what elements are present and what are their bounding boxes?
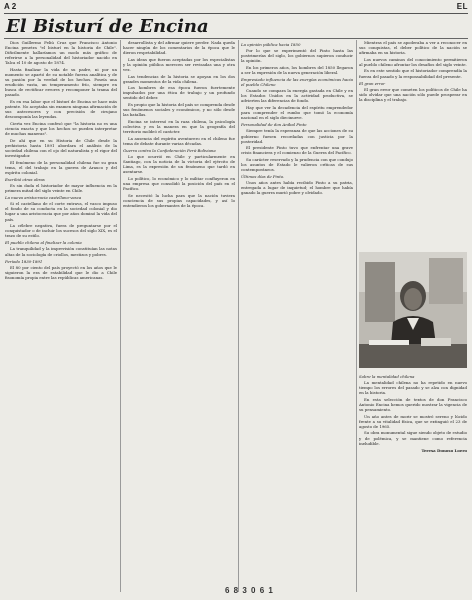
article-paragraph: Siempre tenía la esperanza de que las acciones de su gobierno fuesen recordadas con justicia por la posteridad. xyxy=(241,128,353,144)
column-divider xyxy=(238,40,239,592)
section-subheading: Personalidad de don Aníbal Pinto xyxy=(241,122,307,128)
article-paragraph: Lo político, lo económico y lo militar confluyeron en una empresa que consolidó la posición del país en el Pacífico. xyxy=(123,175,235,191)
section-subheading: La nueva aristocracia castellano-vasca xyxy=(5,195,82,201)
column-divider xyxy=(120,40,121,592)
article-paragraph: Hay que ver la decadencia del espíritu emprendedor para comprender el rumbo que tomó la economía nacional en el siglo diecinueve. xyxy=(241,105,353,121)
section-subheading: El gran error xyxy=(359,80,385,86)
article-paragraph: El 80 por ciento del país proyectó en los años que le siguieron la era de estabilidad que le dio a Chile fisonomía propia entre las repúblicas americanas. xyxy=(5,264,117,280)
section-subheading: Período 1830-1891 xyxy=(5,258,43,264)
article-paragraph: Es propio que la historia del país se comprenda desde sus fenómenos sociales y económicos, y no sólo desde las batallas. xyxy=(123,102,235,118)
article-paragraph: La célebre negativa, fuera de preguntarse por el conquistador o de incluir los sucesos del siglo XIX, es el trazo de su estilo. xyxy=(5,223,117,239)
article-column-1 xyxy=(5,40,117,592)
section-subheading: La opinión pública hacia 1850 xyxy=(241,42,301,47)
article-paragraph: Las ideas que fueron aceptadas por los especialistas y la opinión pública merecen ser revisadas una y otra vez. xyxy=(123,56,235,72)
section-subheading: Empresiado influencia de las energías económicas hacia el pueblo Chileno xyxy=(241,77,353,88)
section-subheading: Sobre la mentalidad chilena xyxy=(359,374,415,379)
article-paragraph: Es sin duda el historiador de mayor influencia en la primera mitad del siglo veinte en Chile. xyxy=(5,182,117,194)
author-signature: Teresa Donoso Loero xyxy=(421,447,467,453)
section-subheading: Guerra contra la Confederación Perú-Boliviana xyxy=(123,147,216,153)
article-paragraph: Mientras el país se apoderaba a ver a reconocer en sus conquistas, el deber político de la nación se afirmaba en su historia. xyxy=(359,40,467,56)
article-paragraph: En esta selección de textos de don Francisco Antonio Encina hemos querido mostrar la vigencia de su pensamiento. xyxy=(359,396,467,413)
article-paragraph: Su obra monumental sigue siendo objeto de estudio y de polémica, y se mantiene como referencia ineludible. xyxy=(359,430,467,446)
article-paragraph: El gran error que cometen los políticos de Chile ha sido olvidar que una nación sólo puede prosperar en la disciplina y el trabajo. xyxy=(359,86,467,102)
article-paragraph: La ausencia del espíritu aventurero en el chileno fue tema de debate durante varias décadas. xyxy=(123,135,235,146)
article-column-2 xyxy=(123,40,235,592)
archive-stamp: 6 8 3 0 6 1 xyxy=(225,586,274,595)
article-paragraph: Por lo que se experimentó del Pinto hasta las postrimerías del siglo, los gobiernos supieron conducir la opinión. xyxy=(241,48,353,64)
section-subheading: El pueblo chileno al finalizar la colonia xyxy=(5,240,82,246)
article-column-4-upper xyxy=(359,40,467,250)
article-paragraph: Es en esa labor que el bisturí de Encina se hace más patente. No aceptaba sin examen ninguna afirmación de sus antecesores y con precisión de cirujano descomponía las leyendas. xyxy=(5,99,117,120)
article-paragraph: Lo que ocurrió en Chile y particularmente en Santiago, con la noticia de la victoria del ejército de Lima, es la expresión de un fenómeno que tardó en asentarse. xyxy=(123,153,235,175)
article-paragraph: Se necesitó la lucha para que la nación tuviera conciencia de sus propias capacidades, y así lo entendieron los gobernantes de la época. xyxy=(123,192,235,208)
page-number: A 2 xyxy=(4,2,17,11)
column-divider xyxy=(356,40,357,592)
portrait-photo-image xyxy=(359,252,467,368)
article-paragraph: El presidente Pinto tuvo que enfrentar una grave crisis financiera y el comienzo de la Guerra del Pacífico. xyxy=(241,145,353,156)
article-paragraph: En los primeros años, los hombres del 1850 llegaron a ser la expresión de la nueva generación liberal. xyxy=(241,64,353,75)
article-title: El Bisturí de Encina xyxy=(6,16,209,37)
article-paragraph: La mentalidad chilena no ha repetido en nuevo tiempo los errores del pasado y se alza con dignidad en la historia. xyxy=(359,380,467,396)
title-rule xyxy=(4,38,468,39)
section-subheading: Últimos días de Pinto. xyxy=(241,174,285,180)
article-paragraph: Cierta vez Encina confesó que "la historia no es una ciencia exacta y que los hechos se pueden interpretar de muchas maneras". xyxy=(5,120,117,137)
article-paragraph: Los hombres de esa época fueron fuertemente impulsados por una ética de trabajo y un profundo sentido del deber. xyxy=(123,85,235,101)
section-subheading: Escribió otras obras xyxy=(5,176,45,182)
article-column-4-lower xyxy=(359,372,467,594)
article-paragraph: Hasta finalizar la vida de su padre, ni por un momento se apartó de su notable fuerza analítica y de su pasión por la verdad de los hechos. Poseía una erudición vasta, un temperamento frío, siempre en busca de rectificar errores y recomponer la trama del pasado. xyxy=(5,66,117,98)
article-column-3 xyxy=(241,40,353,592)
article-paragraph: Si el castellano de el corte entrava, el vasco impuso el fondo de su conducta en la sociedad colonial y dio lugar a una aristocracia que por años dominó la vida del país. xyxy=(5,201,117,222)
article-paragraph: Es en este sentido que el historiador comprendía la fuerza del pasado y la responsabilidad del presente. xyxy=(359,68,467,79)
article-paragraph: Las tendencias de la historia se apoyan en los dos grandes momentos de la vida chilena. xyxy=(123,73,235,84)
article-paragraph: De ahí que en su Historia de Chile desde la prehistoria hasta 1891 abordara el análisis de la sociedad chilena con el ojo del naturalista y el rigor del investigador. xyxy=(5,137,117,158)
masthead: EL xyxy=(456,2,468,11)
article-paragraph: Encina se interesó en la raza chilena, la psicología colectiva y en la manera en que la geografía del territorio moldeó el carácter. xyxy=(123,118,235,134)
article-paragraph: Unos años antes había recibido Pinto a su patria, entregada a lugar de inquietud; el hombre que había ganado la guerra murió pobre y olvidado. xyxy=(241,180,353,196)
portrait-photo xyxy=(359,252,467,368)
article-paragraph: El fenómeno de la personalidad chilena fue su gran tema, el del trabajo en la guerra de Arauco y del espíritu colonial. xyxy=(5,159,117,175)
article-paragraph: Cuando se compara la energía gastada en Chile y en los Estados Unidos en la actividad productiva, se advierten las diferencias de fondo. xyxy=(241,88,353,104)
page-header-bar xyxy=(4,1,468,14)
article-paragraph: Un año antes de morir se mostró sereno y lúcido frente a su vitalidad física, que se extinguió el 23 de agosto de 1965. xyxy=(359,413,467,429)
article-paragraph: Los nuevos caminos del conocimiento permitieron al pueblo chileno afrontar los desafíos del siglo veinte. xyxy=(359,56,467,67)
article-paragraph: La tranquilidad y la imprevisión constituían las notas altas de la sociología de criollos, mestizos y pobres. xyxy=(5,246,117,257)
article-paragraph: Dios Guillermo Feliú Cruz que Francisco Antonio Encina penetra "el bisturí en la historia de Chile". Dificilmente hallaríamos un modo más gráfico de referirse a la personalidad del historiador nacido en Talca el 10 de agosto de 1874. xyxy=(5,40,117,66)
article-paragraph: Su carácter reservado y la prudencia con que condujo los asuntos de Estado le valieron críticas de sus contemporáneos. xyxy=(241,156,353,173)
article-paragraph: desarrollista y del afirmar quiere perder. Nada queda hacer ningún de los comentarios de la época que le dieron respetabilidad. xyxy=(123,40,235,56)
